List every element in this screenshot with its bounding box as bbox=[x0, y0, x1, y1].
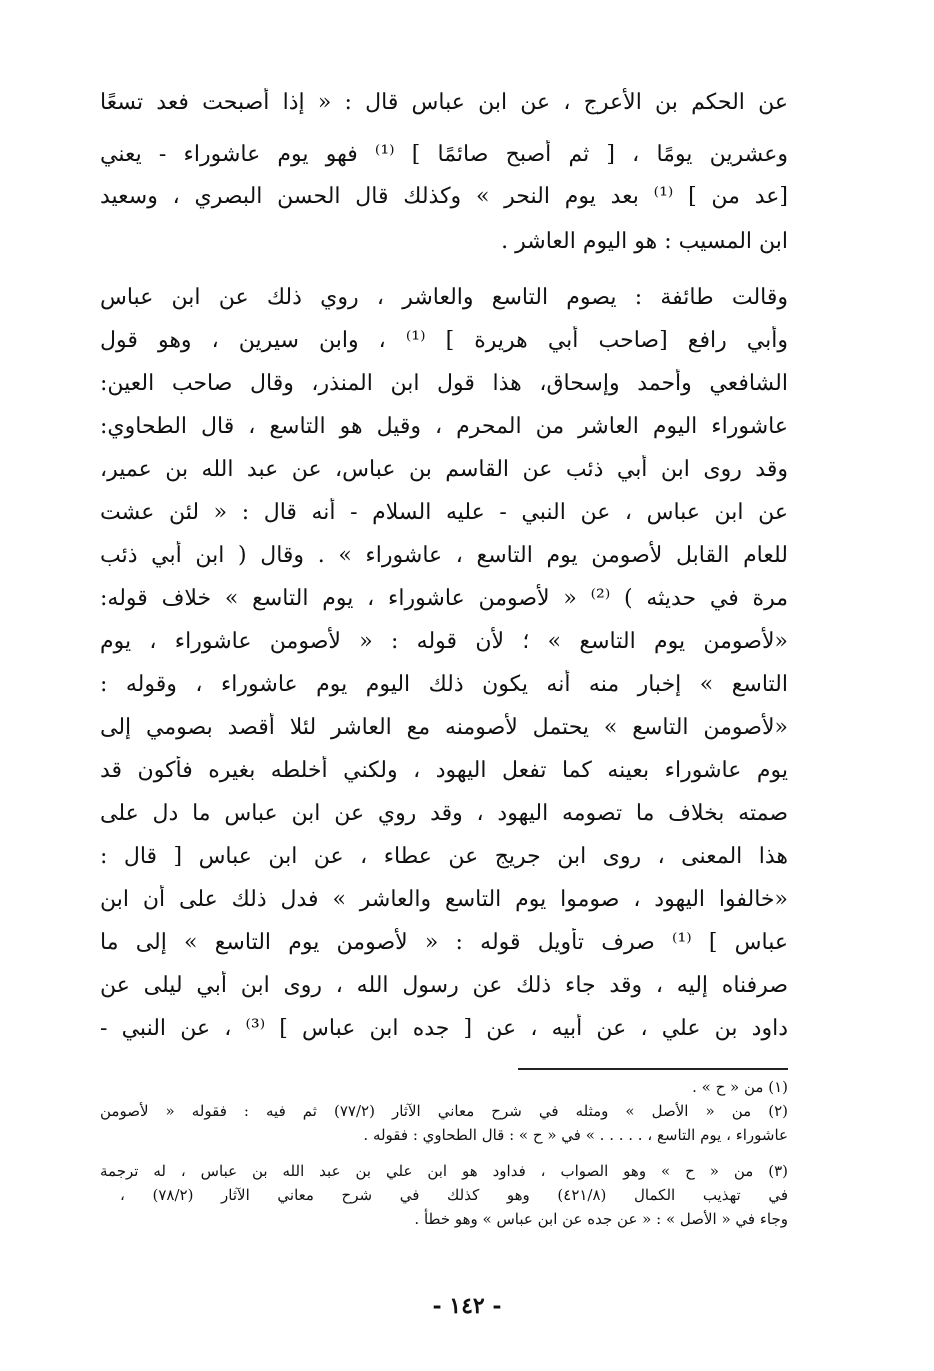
page-number: - ١٤٢ - bbox=[432, 1293, 502, 1319]
body-line-13: «لأصومن يوم التاسع » ؛ لأن قوله : « لأصومن عاشوراء ، يوم bbox=[100, 629, 788, 654]
footnote-1: (١) من « ح » . bbox=[692, 1078, 788, 1096]
footnote-3-line-3: وجاء في « الأصل » : « عن جده عن ابن عباس » وهو خطأ . bbox=[414, 1210, 788, 1228]
body-line-16: يوم عاشوراء بعينه كما تفعل اليهود ، ولكني أخلطه بغيره فأكون قد bbox=[100, 758, 788, 783]
footnote-3-line-1: (٣) من « ح » وهو الصواب ، فداود هو ابن علي بن عبد الله بن عباس ، له ترجمة bbox=[100, 1162, 788, 1180]
body-line-3: [عد من ] ⁽¹⁾ بعد يوم النحر » وكذلك قال الحسن البصري ، وسعيد bbox=[100, 184, 788, 209]
footnote-2-line-2: عاشوراء ، يوم التاسع ، . . . . . » في « ح » : قال الطحاوي : فقوله . bbox=[363, 1126, 788, 1144]
footnote-2-line-1: (٢) من « الأصل » ومثله في شرح معاني الآثار (٧٧/٢) ثم فيه : فقوله « لأصومن bbox=[100, 1102, 788, 1120]
body-line-17: صمته بخلاف ما تصومه اليهود ، وقد روي عن ابن عباس ما دل على bbox=[100, 801, 788, 826]
footnote-separator bbox=[518, 1068, 788, 1070]
footnote-3-line-2: في تهذيب الكمال (٤٢١/٨) وهو كذلك في شرح معاني الآثار (٧٨/٢) ، bbox=[120, 1186, 788, 1204]
body-line-6: وأبي رافع [صاحب أبي هريرة ] ⁽¹⁾ ، وابن سيرين ، وهو قول bbox=[100, 328, 788, 353]
body-line-7: الشافعي وأحمد وإسحاق، هذا قول ابن المنذر، وقال صاحب العين: bbox=[100, 371, 788, 396]
body-line-5: وقالت طائفة : يصوم التاسع والعاشر ، روي ذلك عن ابن عباس bbox=[100, 285, 788, 310]
body-line-20: عباس ] ⁽¹⁾ صرف تأويل قوله : « لأصومن يوم التاسع » إلى ما bbox=[100, 930, 788, 955]
body-line-8: عاشوراء اليوم العاشر من المحرم ، وقيل هو التاسع ، قال الطحاوي: bbox=[100, 414, 788, 439]
body-line-22: داود بن علي ، عن أبيه ، عن [ جده ابن عباس ] ⁽³⁾ ، عن النبي - bbox=[100, 1016, 788, 1041]
body-line-4: ابن المسيب : هو اليوم العاشر . bbox=[501, 229, 788, 254]
body-line-9: وقد روى ابن أبي ذئب عن القاسم بن عباس، عن عبد الله بن عمير، bbox=[100, 457, 788, 482]
body-line-15: «لأصومن التاسع » يحتمل لأصومنه مع العاشر لئلا أقصد بصومي إلى bbox=[100, 715, 788, 740]
body-line-21: صرفناه إليه ، وقد جاء ذلك عن رسول الله ، روى ابن أبي ليلى عن bbox=[100, 973, 788, 998]
body-line-10: عن ابن عباس ، عن النبي - عليه السلام - أنه قال : « لئن عشت bbox=[100, 500, 788, 525]
body-line-18: هذا المعنى ، روى ابن جريج عن عطاء ، عن ابن عباس [ قال : bbox=[100, 844, 788, 869]
body-line-2: وعشرين يومًا ، [ ثم أصبح صائمًا ] ⁽¹⁾ فهو يوم عاشوراء - يعني bbox=[100, 142, 788, 167]
body-line-11: للعام القابل لأصومن يوم التاسع ، عاشوراء » . وقال ( ابن أبي ذئب bbox=[100, 543, 788, 568]
body-line-1: عن الحكم بن الأعرج ، عن ابن عباس قال : « إذا أصبحت فعد تسعًا bbox=[100, 90, 788, 115]
body-line-14: التاسع » إخبار منه أنه يكون ذلك اليوم يوم عاشوراء ، وقوله : bbox=[100, 672, 788, 697]
body-line-12: مرة في حديثه ) ⁽²⁾ « لأصومن عاشوراء ، يوم التاسع » خلاف قوله: bbox=[100, 586, 788, 611]
body-line-19: «خالفوا اليهود ، صوموا يوم التاسع والعاشر » فدل ذلك على أن ابن bbox=[100, 887, 788, 912]
